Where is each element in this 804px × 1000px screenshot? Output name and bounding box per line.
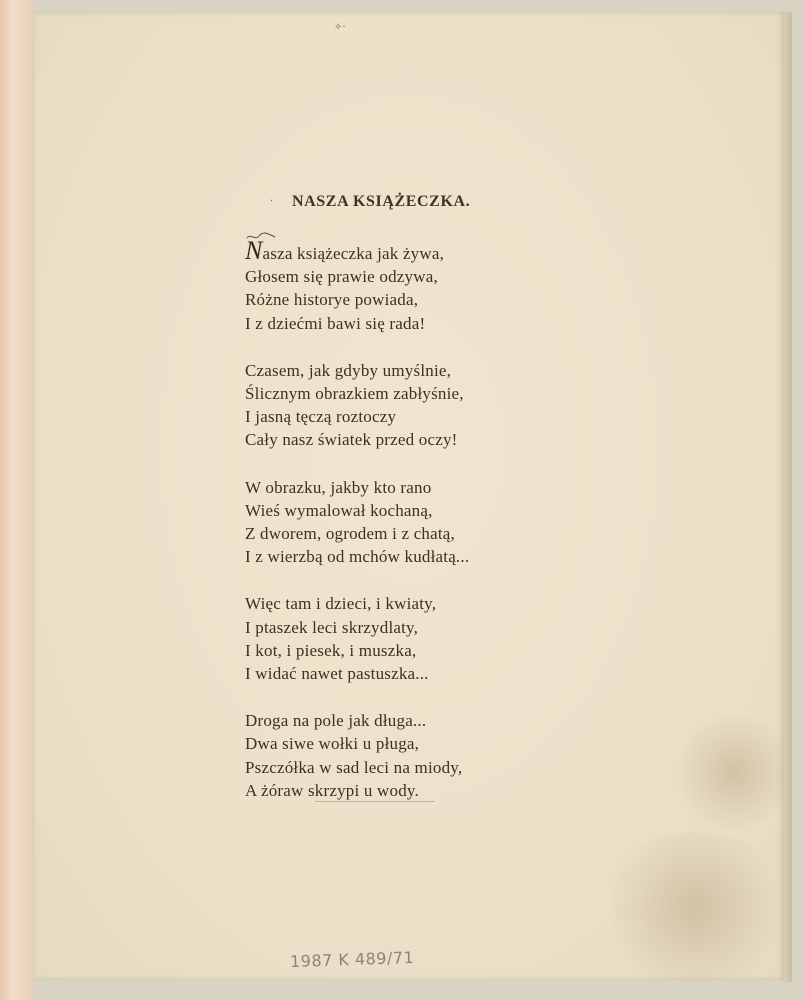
poem-line: I widać nawet pastuszka... bbox=[245, 664, 429, 684]
poem-line: I ptaszek leci skrzydlaty, bbox=[245, 617, 419, 637]
poem-line: A żóraw skrzypi u wody. bbox=[245, 780, 419, 800]
paper-stain bbox=[674, 712, 794, 832]
stanza-4 bbox=[245, 592, 469, 685]
stanza-5 bbox=[245, 709, 469, 802]
title-dot: · bbox=[270, 196, 274, 207]
poem-title: NASZA KSIĄŻECZKA. bbox=[292, 193, 471, 210]
top-ornament-mark: ✧· bbox=[334, 22, 346, 33]
poem-line: Czasem, jak gdyby umyślnie, bbox=[245, 360, 452, 380]
poem-line: Więc tam i dzieci, i kwiaty, bbox=[245, 594, 437, 614]
paper-stain bbox=[594, 832, 794, 982]
stanza-2 bbox=[245, 359, 469, 452]
poem-line: I z wierzbą od mchów kudłatą... bbox=[245, 547, 470, 567]
poem-line: Droga na pole jak długa... bbox=[245, 711, 427, 731]
poem-line: Różne historye powiada, bbox=[245, 290, 419, 310]
poem-line: Głosem się prawie odzywa, bbox=[245, 267, 438, 287]
closing-rule bbox=[315, 801, 435, 802]
stanza-1 bbox=[245, 236, 469, 335]
poem-line: I jasną tęczą roztoczy bbox=[245, 407, 397, 427]
poem-line: I z dziećmi bawi się rada! bbox=[245, 313, 426, 333]
poem-line: Dwa siwe wołki u pługa, bbox=[245, 734, 420, 754]
drop-cap: N bbox=[245, 236, 263, 265]
poem-line: W obrazku, jakby kto rano bbox=[245, 477, 432, 497]
poem-body bbox=[245, 236, 470, 826]
poem-line: I kot, i piesek, i muszka, bbox=[245, 640, 417, 660]
poem-line: Cały nasz światek przed oczy! bbox=[245, 430, 458, 450]
page-edge bbox=[784, 12, 792, 982]
poem-line: Wieś wymalował kochaną, bbox=[245, 500, 433, 520]
catalog-mark: 1987 K 489/71 bbox=[289, 947, 415, 972]
poem-line: Z dworem, ogrodem i z chatą, bbox=[245, 524, 455, 544]
stanza-3 bbox=[245, 476, 469, 569]
poem-line: Ślicznym obrazkiem zabłyśnie, bbox=[245, 384, 464, 404]
book-spine bbox=[0, 0, 34, 1000]
poem-line: Nasza książeczka jak żywa, bbox=[245, 236, 445, 265]
poem-line: Pszczółka w sad leci na miody, bbox=[245, 757, 463, 777]
